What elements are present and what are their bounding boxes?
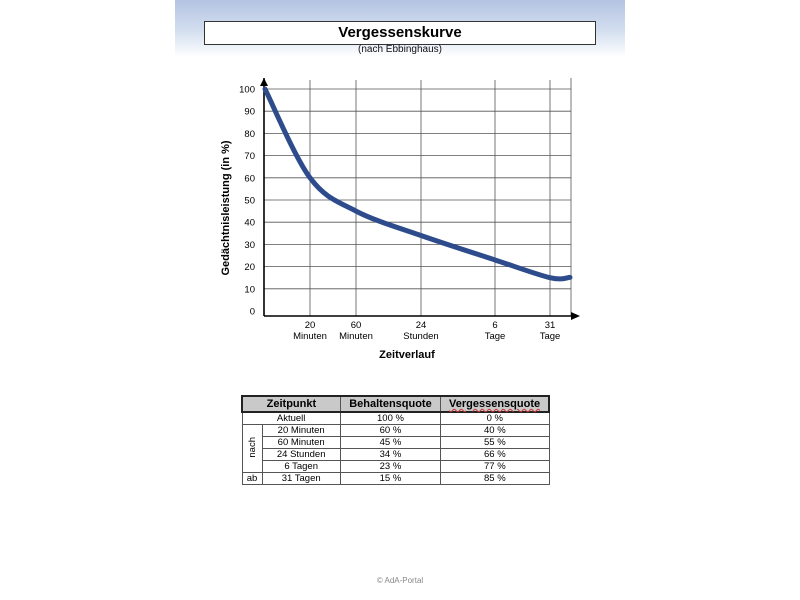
y-axis-arrow (260, 78, 268, 86)
table-row (242, 437, 549, 449)
x-tick-label: 24 (415, 320, 427, 331)
cell-behalten: 100 % (340, 412, 440, 425)
y-tick-label: 20 (244, 262, 255, 274)
cell-behalten: 45 % (340, 437, 440, 449)
y-tick-label: 50 (244, 195, 255, 207)
y-tick-label: 40 (244, 217, 255, 229)
y-tick-label: 60 (244, 173, 255, 185)
x-axis-label: Zeitverlauf (379, 349, 435, 361)
y-axis-label: Gedächtnisleistung (in %) (220, 140, 232, 276)
x-tick-label: 60 (350, 320, 362, 331)
group-label-nach: nach (242, 425, 262, 473)
cell-behalten: 15 % (340, 473, 440, 485)
y-tick-labels (239, 85, 255, 318)
y-tick-label: 10 (244, 284, 255, 296)
table-row (242, 473, 549, 485)
cell-vergessen: 40 % (441, 425, 549, 437)
x-tick-label: Tage (484, 331, 506, 342)
cell-behalten: 60 % (340, 425, 440, 437)
table-row (242, 425, 549, 437)
cell-vergessen: 77 % (441, 461, 549, 473)
cell-vergessen: 66 % (441, 449, 549, 461)
cell-zeitpunkt: 31 Tagen (262, 473, 340, 485)
cell-behalten: 23 % (340, 461, 440, 473)
page-subtitle: (nach Ebbinghaus) (358, 44, 442, 55)
x-tick-labels (293, 320, 560, 342)
y-tick-label: 30 (244, 239, 255, 251)
table-header-row (242, 396, 549, 412)
x-tick-label: 20 (304, 320, 316, 331)
y-tick-label: 90 (244, 106, 255, 118)
y-tick-label: 100 (239, 84, 255, 96)
header-vergessensquote: Vergessensquote (441, 396, 549, 412)
x-tick-label: Tage (539, 331, 561, 342)
cell-behalten: 34 % (340, 449, 440, 461)
header-behaltensquote: Behaltensquote (340, 396, 440, 412)
cell-zeitpunkt: 20 Minuten (262, 425, 340, 437)
cell-zeitpunkt: 24 Stunden (262, 449, 340, 461)
y-tick-label: 70 (244, 151, 255, 163)
table-row (242, 461, 549, 473)
retention-table (241, 395, 550, 485)
cell-zeitpunkt: Aktuell (242, 412, 340, 425)
x-tick-label: Minuten (339, 331, 373, 342)
cell-vergessen: 0 % (441, 412, 549, 425)
footer-copyright: © AdA-Portal (376, 576, 424, 585)
x-tick-label: 6 (492, 320, 498, 331)
retention-curve-line (265, 89, 570, 279)
cell-vergessen: 85 % (441, 473, 549, 485)
x-tick-label: 31 (544, 320, 556, 331)
y-tick-label: 80 (244, 128, 255, 140)
y-tick-label: 0 (249, 306, 255, 318)
x-axis-arrow (571, 312, 580, 320)
group-label-ab: ab (242, 473, 262, 485)
chart-axes (260, 78, 580, 320)
table-row (242, 412, 549, 425)
header-zeitpunkt: Zeitpunkt (242, 396, 340, 412)
x-tick-label: Stunden (403, 331, 439, 342)
cell-zeitpunkt: 60 Minuten (262, 437, 340, 449)
cell-zeitpunkt: 6 Tagen (262, 461, 340, 473)
cell-vergessen: 55 % (441, 437, 549, 449)
table-row (242, 449, 549, 461)
chart-grid (264, 78, 571, 316)
x-tick-label: Minuten (293, 331, 327, 342)
page-title: Vergessenskurve (204, 21, 596, 45)
